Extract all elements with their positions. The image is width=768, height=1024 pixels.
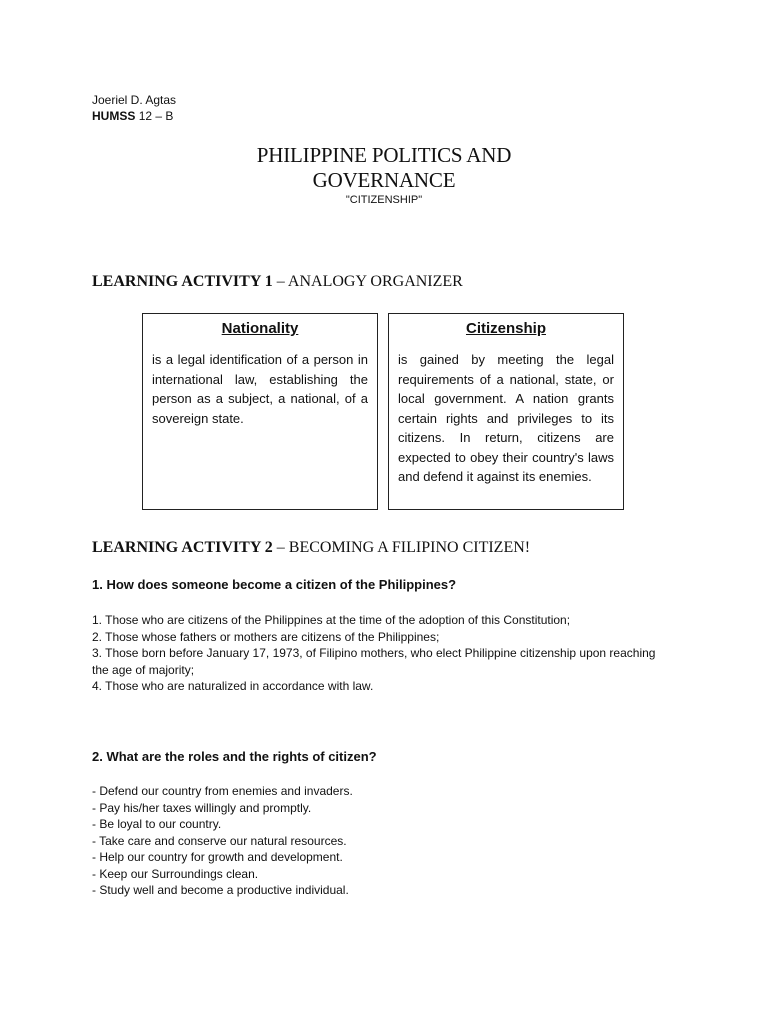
author-section: 12 – B [138, 109, 174, 123]
author-strand: HUMSS [92, 109, 136, 123]
nationality-definition: is a legal identification of a person in international law, establishing the person as a subject, a national, of a sovereign state. [152, 352, 368, 426]
author-block [92, 92, 176, 124]
list-item: - Defend our country from enemies and invaders. [92, 784, 353, 798]
list-item: - Be loyal to our country. [92, 817, 222, 831]
list-item: 3. Those born before January 17, 1973, of Filipino mothers, who elect Philippine citizenship upon reaching the age of majority; [92, 646, 656, 677]
document-title-line2: GOVERNANCE [312, 168, 456, 192]
question-2: 2. What are the roles and the rights of citizen? [92, 749, 377, 764]
activity1-label: LEARNING ACTIVITY 1 [92, 273, 273, 290]
list-item: - Pay his/her taxes willingly and promptly. [92, 800, 312, 815]
question-1: 1. How does someone become a citizen of the Philippines? [92, 577, 457, 592]
document-title [0, 143, 768, 193]
document-title-line1: PHILIPPINE POLITICS AND [256, 143, 512, 167]
activity2-title: – BECOMING A FILIPINO CITIZEN! [272, 539, 531, 556]
nationality-heading: Nationality [221, 320, 299, 337]
list-item: - Study well and become a productive individual. [92, 883, 349, 897]
author-name: Joeriel D. Agtas [92, 93, 177, 107]
list-item: 1. Those who are citizens of the Philippines at the time of the adoption of this Constitution; [92, 613, 571, 627]
nationality-box [142, 313, 378, 510]
answers-2-list [92, 783, 662, 899]
activity2-label: LEARNING ACTIVITY 2 [92, 539, 273, 556]
list-item: 2. Those whose fathers or mothers are citizens of the Philippines; [92, 629, 440, 644]
list-item: - Keep our Surroundings clean. [92, 866, 259, 881]
document-subtitle: "CITIZENSHIP" [345, 194, 423, 206]
author-section-line [92, 108, 176, 124]
citizenship-box [388, 313, 624, 510]
activity2-heading [92, 538, 530, 558]
citizenship-definition: is gained by meeting the legal requirements of a national, state, or local government. A nation grants certain rights and privileges to its citizens. In return, citizens are expected to obey their country's laws and defend it against its enemies. [398, 352, 614, 484]
activity1-heading [92, 272, 463, 292]
citizenship-heading: Citizenship [465, 320, 546, 337]
answers-1-list [92, 612, 662, 695]
list-item: - Help our country for growth and development. [92, 850, 343, 864]
list-item: 4. Those who are naturalized in accordance with law. [92, 679, 374, 693]
activity1-title: – ANALOGY ORGANIZER [272, 273, 463, 290]
list-item: - Take care and conserve our natural resources. [92, 833, 347, 848]
